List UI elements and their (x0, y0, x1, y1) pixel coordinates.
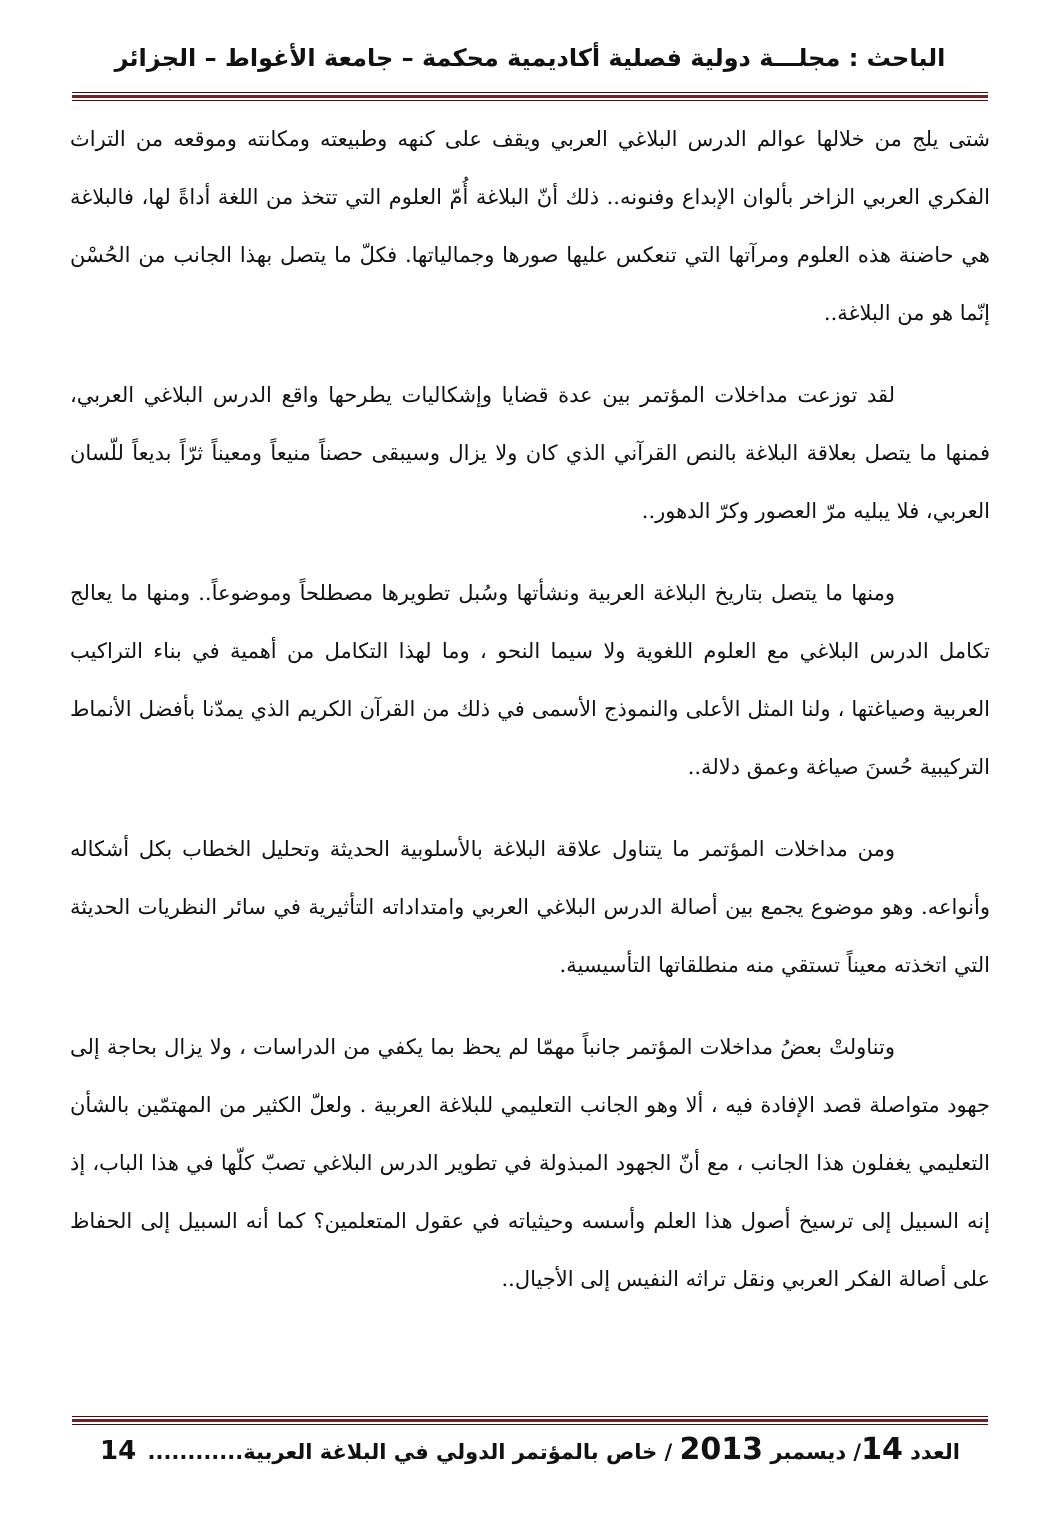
issue-label: العدد (910, 1440, 960, 1464)
header-rule (72, 92, 988, 101)
paragraph-conference-topics: لقد توزعت مداخلات المؤتمر بين عدة قضايا وإشكاليات يطرحها واقع الدرس البلاغي العربي، فمنها ما يتصل بعلاقة البلاغة بالنص القرآني الذي كان ولا يزال وسيبقى حصناً منيعاً ومعيناً ثرّاً بديعاً للّسان العربي، فلا يبليه مرّ العصور وكرّ الدهور.. (70, 383, 990, 523)
issue-month: ديسمبر (770, 1440, 847, 1464)
header-rule-bar (72, 95, 988, 98)
paragraph-history-and-grammar: ومنها ما يتصل بتاريخ البلاغة العربية ونشأتها وسُبل تطويرها مصطلحاً وموضوعاً.. ومنها ما يعالج تكامل الدرس البلاغي مع العلوم اللغوية ولا سيما النحو ، وما لهذا التكامل من أهمية في بناء التراكيب العربية وصياغتها ، ولنا المثل الأعلى والنموذج الأسمى في ذلك من القرآن الكريم الذي يمدّنا بأفضل الأنماط التركيبية حُسنَ صياغة وعمق دلالة.. (70, 581, 990, 779)
page-number: 14 (100, 1436, 137, 1466)
paragraph-teaching: وتناولتْ بعضُ مداخلات المؤتمر جانباً مهمّا لم يحظ بما يكفي من الدراسات ، ولا يزال بحاجة إلى جهود متواصلة قصد الإفادة فيه ، ألا وهو الجانب التعليمي للبلاغة العربية . ولعلّ الكثير من المهتمّين بالشأن التعليمي يغفلون هذا الجانب ، مع أنّ الجهود المبذولة في تطوير الدرس البلاغي تصبّ كلّها في هذا الباب، إذ إنه السبيل إلى ترسيخ أصول هذا العلم وأسسه وحيثياته في عقول المتعلمين؟ كما أنه السبيل إلى الحفاظ على أصالة الفكر العربي ونقل تراثه النفيس إلى الأجيال.. (70, 1035, 990, 1291)
page-footer (100, 1432, 960, 1467)
issue-number: 14 (861, 1432, 903, 1467)
footer-rule (72, 1416, 988, 1425)
issue-year: 2013 (679, 1432, 764, 1467)
paragraph-stylistics: ومن مداخلات المؤتمر ما يتناول علاقة البلاغة بالأسلوبية الحديثة وتحليل الخطاب بكل أشكاله وأنواعه. وهو موضوع يجمع بين أصالة الدرس البلاغي العربي وامتداداته التأثيرية في سائر النظريات الحديثة التي اتخذته معيناً تستقي منه منطلقاتها التأسيسية. (70, 837, 990, 977)
issue-special-text: / خاص بالمؤتمر الدولي في البلاغة العربية............ (147, 1440, 673, 1464)
issue-info: العدد 14/ ديسمبر 2013 / خاص بالمؤتمر الدولي في البلاغة العربية............ (147, 1432, 960, 1467)
running-header (70, 38, 990, 78)
paragraph-continuation: شتى يلج من خلالها عوالم الدرس البلاغي العربي ويقف على كنهه وطبيعته ومكانته وموقعه من التراث الفكري العربي الزاخر بألوان الإبداع وفنونه.. ذلك أنّ البلاغة أُمّ العلوم التي تتخذ من اللغة أداةً لها، فالبلاغة هي حاضنة هذه العلوم ومرآتها التي تنعكس عليها صورها وجمالياتها. فكلّ ما يتصل بهذا الجانب من الحُسْن إنّما هو من البلاغة.. (70, 127, 990, 325)
footer-rule-bar (72, 1419, 988, 1422)
header-title: الباحث : مجلـــة دولية فصلية أكاديمية محكمة – جامعة الأغواط – الجزائر (114, 44, 946, 72)
article-body (70, 110, 990, 1308)
